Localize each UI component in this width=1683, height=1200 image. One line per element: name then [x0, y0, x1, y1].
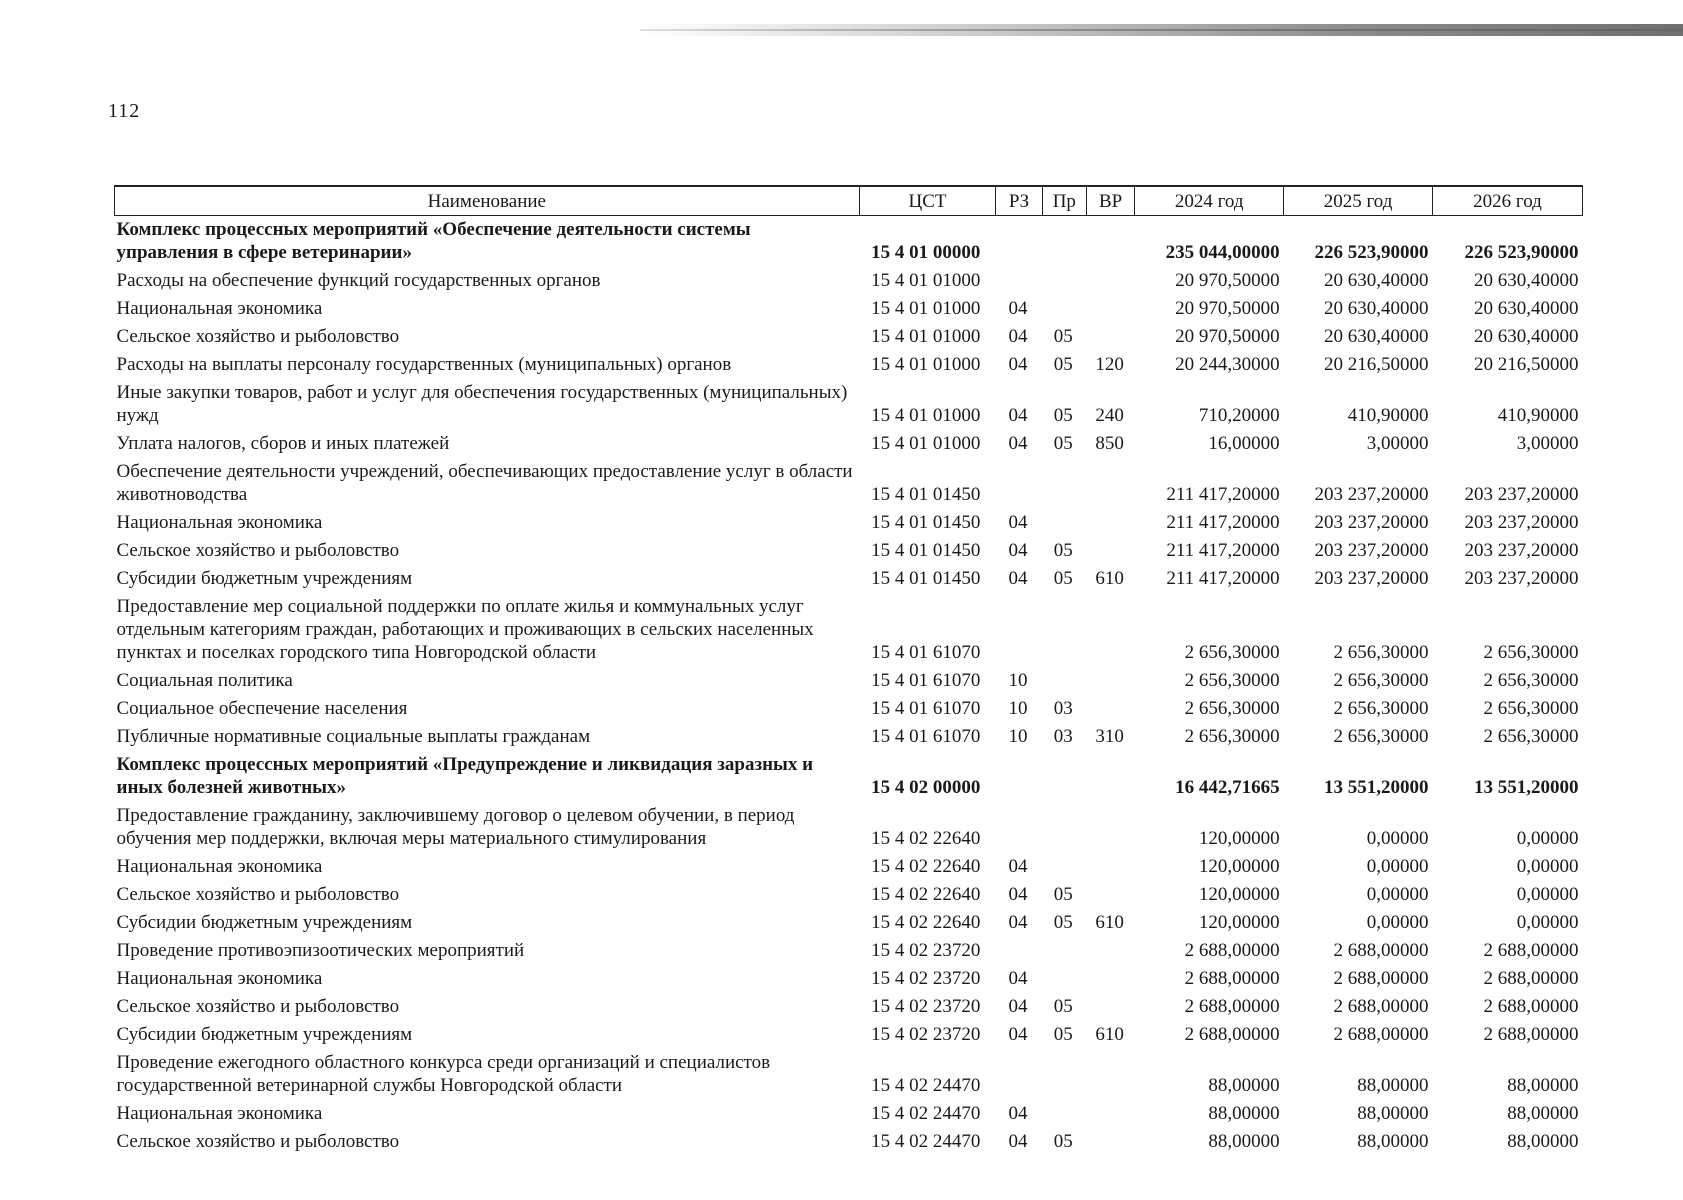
row-rz-code: 04 [1008, 540, 1028, 561]
row-amount-2025: 2 656,30000 [1333, 726, 1429, 747]
row-name: Предоставление мер социальной поддержки по оплате жилья и коммунальных услуг отдельным категориям граждан, работающих и проживающих в сельских населенных пунктах и поселках городского типа Новгородской области [116, 596, 814, 663]
row-vr-code [1086, 802, 1134, 853]
row-amount-2025: 20 630,40000 [1324, 270, 1429, 291]
row-vr-code [1086, 216, 1134, 268]
table-row [115, 1100, 1583, 1128]
table-row [115, 379, 1583, 430]
table-row [115, 909, 1583, 937]
scan-edge-shadow [640, 24, 1683, 36]
table-row [115, 565, 1583, 593]
row-amount-2026: 0,00000 [1516, 884, 1579, 905]
row-amount-2025: 88,00000 [1357, 1131, 1429, 1152]
row-amount-2025: 203 237,20000 [1314, 484, 1429, 505]
row-amount-2025: 20 216,50000 [1324, 354, 1429, 375]
row-pr-code: 05 [1053, 884, 1073, 905]
row-amount-2024: 120,00000 [1198, 856, 1280, 877]
row-pr-code [1042, 458, 1086, 509]
row-amount-2024: 2 656,30000 [1184, 670, 1280, 691]
row-pr-code: 05 [1053, 912, 1073, 933]
row-cst-code: 15 4 02 22640 [871, 828, 981, 849]
row-amount-2026: 88,00000 [1507, 1131, 1579, 1152]
row-amount-2026: 203 237,20000 [1464, 512, 1579, 533]
row-vr-code [1086, 993, 1134, 1021]
row-amount-2026: 203 237,20000 [1464, 568, 1579, 589]
row-pr-code [1042, 667, 1086, 695]
row-rz-code: 04 [1008, 568, 1028, 589]
row-vr-code: 610 [1095, 568, 1124, 589]
row-cst-code: 15 4 01 01000 [871, 405, 981, 426]
table-header [115, 186, 1583, 216]
row-rz-code [996, 937, 1042, 965]
table-row [115, 937, 1583, 965]
header-row [115, 186, 1583, 216]
row-vr-code [1086, 937, 1134, 965]
table-row-section [115, 216, 1583, 268]
row-vr-code [1086, 323, 1134, 351]
row-cst-code: 15 4 02 23720 [871, 968, 981, 989]
row-name: Национальная экономика [116, 856, 323, 877]
row-amount-2024: 2 688,00000 [1184, 996, 1280, 1017]
page-number: 112 [108, 100, 141, 122]
row-cst-code: 15 4 01 01450 [871, 540, 981, 561]
row-pr-code [1042, 509, 1086, 537]
row-rz-code: 04 [1008, 1024, 1028, 1045]
table-row [115, 593, 1583, 667]
row-name: Сельское хозяйство и рыболовство [116, 326, 400, 347]
row-vr-code [1086, 1128, 1134, 1156]
row-amount-2024: 20 970,50000 [1175, 270, 1280, 291]
row-pr-code: 03 [1053, 698, 1073, 719]
row-rz-code: 04 [1008, 512, 1028, 533]
row-amount-2025: 20 630,40000 [1324, 326, 1429, 347]
row-name: Субсидии бюджетным учреждениям [116, 912, 413, 933]
row-amount-2026: 2 688,00000 [1483, 1024, 1579, 1045]
row-rz-code [996, 751, 1042, 802]
row-name: Социальная политика [116, 670, 293, 691]
row-amount-2024: 2 656,30000 [1184, 726, 1280, 747]
row-amount-2026: 2 656,30000 [1483, 642, 1579, 663]
row-pr-code [1042, 802, 1086, 853]
row-amount-2026: 0,00000 [1516, 856, 1579, 877]
row-rz-code [996, 458, 1042, 509]
table-row [115, 1049, 1583, 1100]
row-vr-code [1086, 881, 1134, 909]
row-pr-code: 05 [1053, 326, 1073, 347]
header-vr: ВР [1086, 186, 1134, 216]
row-pr-code [1042, 1100, 1086, 1128]
row-name: Публичные нормативные социальные выплаты гражданам [116, 726, 591, 747]
row-amount-2026: 226 523,90000 [1464, 242, 1579, 263]
row-pr-code: 05 [1053, 354, 1073, 375]
row-amount-2024: 211 417,20000 [1166, 568, 1280, 589]
table-row [115, 537, 1583, 565]
row-cst-code: 15 4 01 01000 [871, 354, 981, 375]
table-row [115, 802, 1583, 853]
row-amount-2026: 88,00000 [1507, 1103, 1579, 1124]
row-vr-code [1086, 695, 1134, 723]
header-year-2025: 2025 год [1284, 186, 1433, 216]
row-rz-code: 04 [1008, 856, 1028, 877]
row-cst-code: 15 4 02 23720 [871, 1024, 981, 1045]
row-amount-2024: 16 442,71665 [1175, 777, 1280, 798]
row-cst-code: 15 4 02 24470 [871, 1103, 981, 1124]
row-amount-2025: 0,00000 [1366, 856, 1429, 877]
row-amount-2024: 2 688,00000 [1184, 1024, 1280, 1045]
table-row [115, 723, 1583, 751]
row-name: Национальная экономика [116, 512, 323, 533]
row-vr-code: 850 [1095, 433, 1124, 454]
row-amount-2026: 410,90000 [1497, 405, 1579, 426]
row-amount-2024: 20 970,50000 [1175, 298, 1280, 319]
row-pr-code: 05 [1053, 433, 1073, 454]
row-amount-2026: 20 216,50000 [1474, 354, 1579, 375]
row-amount-2025: 203 237,20000 [1314, 512, 1429, 533]
row-amount-2024: 88,00000 [1208, 1075, 1280, 1096]
row-amount-2025: 2 688,00000 [1333, 968, 1429, 989]
row-name: Социальное обеспечение населения [116, 698, 408, 719]
row-amount-2024: 2 688,00000 [1184, 968, 1280, 989]
table-row [115, 695, 1583, 723]
budget-table [114, 185, 1583, 1156]
row-vr-code [1086, 965, 1134, 993]
row-vr-code [1086, 667, 1134, 695]
row-amount-2026: 13 551,20000 [1474, 777, 1579, 798]
header-year-2026: 2026 год [1433, 186, 1583, 216]
table-row [115, 1021, 1583, 1049]
row-pr-code [1042, 965, 1086, 993]
table-row [115, 993, 1583, 1021]
row-rz-code: 04 [1008, 1103, 1028, 1124]
row-amount-2026: 0,00000 [1516, 828, 1579, 849]
row-amount-2025: 203 237,20000 [1314, 540, 1429, 561]
row-amount-2026: 20 630,40000 [1474, 270, 1579, 291]
row-cst-code: 15 4 01 01450 [871, 484, 981, 505]
row-amount-2025: 88,00000 [1357, 1103, 1429, 1124]
row-name: Сельское хозяйство и рыболовство [116, 884, 400, 905]
row-rz-code: 04 [1008, 1131, 1028, 1152]
row-cst-code: 15 4 01 61070 [871, 698, 981, 719]
row-rz-code [996, 216, 1042, 268]
row-name: Проведение ежегодного областного конкурса среди организаций и специалистов государственной ветеринарной службы Новгородской области [116, 1052, 771, 1096]
row-amount-2026: 2 656,30000 [1483, 698, 1579, 719]
row-rz-code: 04 [1008, 884, 1028, 905]
row-amount-2024: 120,00000 [1198, 912, 1280, 933]
row-amount-2025: 0,00000 [1366, 912, 1429, 933]
row-pr-code [1042, 1049, 1086, 1100]
row-name: Сельское хозяйство и рыболовство [116, 996, 400, 1017]
row-pr-code: 05 [1053, 568, 1073, 589]
row-name: Расходы на обеспечение функций государственных органов [116, 270, 601, 291]
row-amount-2025: 410,90000 [1347, 405, 1429, 426]
row-name: Комплекс процессных мероприятий «Обеспечение деятельности системы управления в сфере ветеринарии» [116, 219, 751, 263]
row-amount-2024: 16,00000 [1208, 433, 1280, 454]
table-row [115, 509, 1583, 537]
row-amount-2024: 88,00000 [1208, 1131, 1280, 1152]
row-name: Национальная экономика [116, 1103, 323, 1124]
row-amount-2026: 2 656,30000 [1483, 726, 1579, 747]
table-row [115, 458, 1583, 509]
row-name: Расходы на выплаты персоналу государственных (муниципальных) органов [116, 354, 732, 375]
row-pr-code: 05 [1053, 996, 1073, 1017]
row-amount-2024: 2 688,00000 [1184, 940, 1280, 961]
row-rz-code [996, 1049, 1042, 1100]
row-rz-code [996, 267, 1042, 295]
table-row [115, 667, 1583, 695]
row-amount-2024: 2 656,30000 [1184, 698, 1280, 719]
row-name: Комплекс процессных мероприятий «Предупреждение и ликвидация заразных и иных болезней животных» [116, 754, 814, 798]
row-amount-2026: 20 630,40000 [1474, 326, 1579, 347]
row-name: Сельское хозяйство и рыболовство [116, 1131, 400, 1152]
row-amount-2025: 20 630,40000 [1324, 298, 1429, 319]
row-amount-2026: 88,00000 [1507, 1075, 1579, 1096]
row-amount-2026: 2 656,30000 [1483, 670, 1579, 691]
table-body [115, 216, 1583, 1157]
row-vr-code: 240 [1095, 405, 1124, 426]
row-pr-code: 05 [1053, 1131, 1073, 1152]
row-rz-code: 04 [1008, 405, 1028, 426]
row-rz-code [996, 593, 1042, 667]
row-name: Национальная экономика [116, 298, 323, 319]
row-vr-code [1086, 295, 1134, 323]
row-rz-code: 10 [1008, 726, 1028, 747]
row-name: Национальная экономика [116, 968, 323, 989]
row-pr-code [1042, 295, 1086, 323]
row-amount-2025: 3,00000 [1366, 433, 1429, 454]
row-cst-code: 15 4 02 22640 [871, 912, 981, 933]
table-row [115, 965, 1583, 993]
row-cst-code: 15 4 01 01000 [871, 326, 981, 347]
row-pr-code: 05 [1053, 540, 1073, 561]
row-cst-code: 15 4 01 61070 [871, 642, 981, 663]
row-amount-2024: 235 044,00000 [1165, 242, 1280, 263]
table-row [115, 351, 1583, 379]
row-name: Субсидии бюджетным учреждениям [116, 1024, 413, 1045]
row-rz-code: 04 [1008, 354, 1028, 375]
header-rz: РЗ [996, 186, 1042, 216]
row-cst-code: 15 4 01 01450 [871, 568, 981, 589]
row-cst-code: 15 4 02 22640 [871, 884, 981, 905]
row-amount-2025: 2 688,00000 [1333, 996, 1429, 1017]
row-vr-code: 310 [1095, 726, 1124, 747]
row-vr-code [1086, 751, 1134, 802]
row-amount-2024: 2 656,30000 [1184, 642, 1280, 663]
header-cst: ЦСТ [859, 186, 996, 216]
row-pr-code: 03 [1053, 726, 1073, 747]
table-row [115, 267, 1583, 295]
row-rz-code: 04 [1008, 326, 1028, 347]
row-vr-code [1086, 537, 1134, 565]
row-amount-2025: 2 656,30000 [1333, 642, 1429, 663]
row-amount-2024: 211 417,20000 [1166, 512, 1280, 533]
row-amount-2025: 13 551,20000 [1324, 777, 1429, 798]
row-cst-code: 15 4 01 01450 [871, 512, 981, 533]
row-pr-code [1042, 593, 1086, 667]
row-pr-code [1042, 216, 1086, 268]
row-amount-2024: 211 417,20000 [1166, 484, 1280, 505]
row-amount-2026: 0,00000 [1516, 912, 1579, 933]
row-vr-code [1086, 1049, 1134, 1100]
row-amount-2025: 226 523,90000 [1314, 242, 1429, 263]
row-cst-code: 15 4 02 23720 [871, 996, 981, 1017]
row-cst-code: 15 4 01 61070 [871, 726, 981, 747]
row-vr-code [1086, 853, 1134, 881]
row-name: Сельское хозяйство и рыболовство [116, 540, 400, 561]
table-row [115, 295, 1583, 323]
row-cst-code: 15 4 02 22640 [871, 856, 981, 877]
row-name: Предоставление гражданину, заключившему договор о целевом обучении, в период обучения мер поддержки, включая меры материального стимулирования [116, 805, 795, 849]
row-pr-code [1042, 853, 1086, 881]
row-pr-code [1042, 267, 1086, 295]
row-amount-2026: 203 237,20000 [1464, 484, 1579, 505]
row-rz-code: 04 [1008, 433, 1028, 454]
row-pr-code [1042, 937, 1086, 965]
row-amount-2024: 20 244,30000 [1175, 354, 1280, 375]
row-cst-code: 15 4 02 24470 [871, 1131, 981, 1152]
row-rz-code [996, 802, 1042, 853]
row-amount-2026: 2 688,00000 [1483, 996, 1579, 1017]
row-rz-code: 04 [1008, 968, 1028, 989]
table-row [115, 430, 1583, 458]
row-vr-code [1086, 509, 1134, 537]
row-rz-code: 10 [1008, 698, 1028, 719]
row-cst-code: 15 4 01 61070 [871, 670, 981, 691]
table-row [115, 853, 1583, 881]
table-row [115, 1128, 1583, 1156]
row-rz-code: 04 [1008, 912, 1028, 933]
row-vr-code: 610 [1095, 1024, 1124, 1045]
header-pr: Пр [1042, 186, 1086, 216]
row-cst-code: 15 4 01 00000 [871, 242, 981, 263]
row-cst-code: 15 4 02 00000 [871, 777, 981, 798]
row-amount-2026: 3,00000 [1516, 433, 1579, 454]
row-cst-code: 15 4 01 01000 [871, 270, 981, 291]
row-amount-2026: 20 630,40000 [1474, 298, 1579, 319]
row-cst-code: 15 4 01 01000 [871, 433, 981, 454]
row-vr-code [1086, 458, 1134, 509]
row-amount-2025: 2 688,00000 [1333, 940, 1429, 961]
row-name: Уплата налогов, сборов и иных платежей [116, 433, 450, 454]
row-name: Субсидии бюджетным учреждениям [116, 568, 413, 589]
row-rz-code: 10 [1008, 670, 1028, 691]
row-amount-2025: 0,00000 [1366, 884, 1429, 905]
table-row-section [115, 751, 1583, 802]
table-row [115, 881, 1583, 909]
row-pr-code [1042, 751, 1086, 802]
row-name: Обеспечение деятельности учреждений, обеспечивающих предоставление услуг в области животноводства [116, 461, 853, 505]
row-amount-2024: 20 970,50000 [1175, 326, 1280, 347]
row-amount-2026: 2 688,00000 [1483, 968, 1579, 989]
row-amount-2025: 2 688,00000 [1333, 1024, 1429, 1045]
header-year-2024: 2024 год [1135, 186, 1284, 216]
row-vr-code [1086, 1100, 1134, 1128]
row-amount-2026: 2 688,00000 [1483, 940, 1579, 961]
row-amount-2025: 203 237,20000 [1314, 568, 1429, 589]
row-name: Проведение противоэпизоотических мероприятий [116, 940, 525, 961]
row-vr-code: 610 [1095, 912, 1124, 933]
row-cst-code: 15 4 02 24470 [871, 1075, 981, 1096]
row-amount-2024: 211 417,20000 [1166, 540, 1280, 561]
row-amount-2025: 88,00000 [1357, 1075, 1429, 1096]
row-amount-2025: 0,00000 [1366, 828, 1429, 849]
row-name: Иные закупки товаров, работ и услуг для обеспечения государственных (муниципальных) нужд [116, 382, 848, 426]
row-amount-2024: 88,00000 [1208, 1103, 1280, 1124]
row-vr-code [1086, 267, 1134, 295]
row-vr-code: 120 [1095, 354, 1124, 375]
header-name: Наименование [115, 186, 860, 216]
row-amount-2024: 120,00000 [1198, 884, 1280, 905]
row-amount-2025: 2 656,30000 [1333, 698, 1429, 719]
row-amount-2024: 710,20000 [1198, 405, 1280, 426]
row-amount-2026: 203 237,20000 [1464, 540, 1579, 561]
row-pr-code: 05 [1053, 1024, 1073, 1045]
row-vr-code [1086, 593, 1134, 667]
table-row [115, 323, 1583, 351]
row-pr-code: 05 [1053, 405, 1073, 426]
row-cst-code: 15 4 02 23720 [871, 940, 981, 961]
row-amount-2024: 120,00000 [1198, 828, 1280, 849]
row-rz-code: 04 [1008, 996, 1028, 1017]
row-rz-code: 04 [1008, 298, 1028, 319]
row-amount-2025: 2 656,30000 [1333, 670, 1429, 691]
row-cst-code: 15 4 01 01000 [871, 298, 981, 319]
